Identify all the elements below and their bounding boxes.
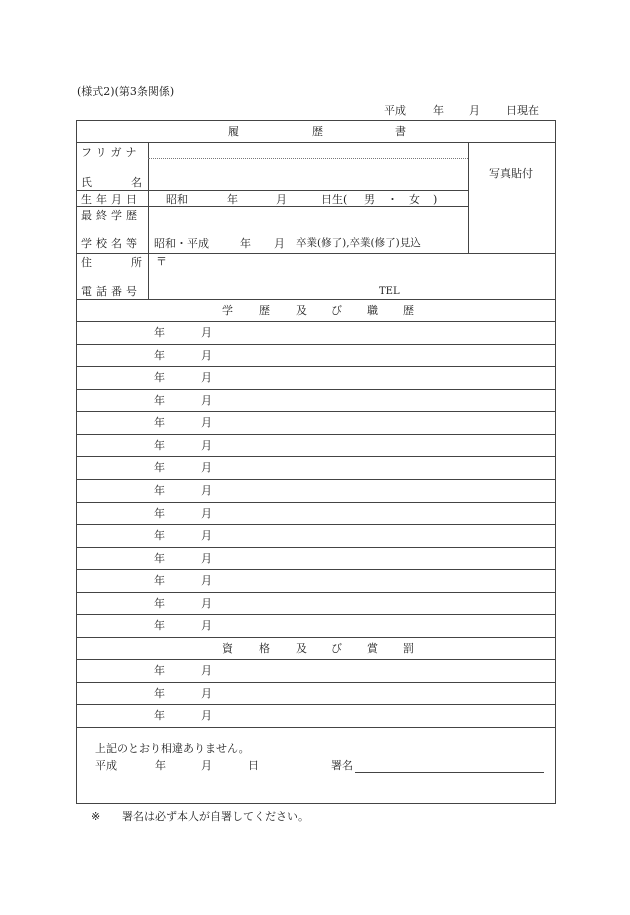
school-label-1: 最終学歴 <box>81 209 141 222</box>
row-year-label: 年 <box>154 529 165 543</box>
qual-header-char: 賞 <box>367 642 378 655</box>
address-label-1: 住 <box>81 256 92 269</box>
row-year-label: 年 <box>154 619 165 633</box>
declaration-text: 上記のとおり相違ありません。 <box>95 742 250 755</box>
history-header-char: 職 <box>367 304 378 317</box>
photo-area-label: 写真貼付 <box>489 167 533 180</box>
row-line <box>76 524 556 525</box>
row-line <box>76 659 556 660</box>
row-line <box>76 592 556 593</box>
footnote-text: 署名は必ず本人が自署してください。 <box>122 810 309 823</box>
row-year-label: 年 <box>154 461 165 475</box>
qual-header-char: 資 <box>222 642 233 655</box>
qual-header-char: 及 <box>296 642 307 655</box>
row-year-label: 年 <box>154 393 165 407</box>
row-line <box>76 321 556 322</box>
gender-male: 男 <box>364 193 375 206</box>
row-year-label: 年 <box>154 709 165 723</box>
phone-label: 電話番号 <box>81 285 141 298</box>
row-line <box>76 704 556 705</box>
row-month-label: 月 <box>201 596 212 610</box>
row-month-label: 月 <box>201 348 212 362</box>
row-month-label: 月 <box>201 393 212 407</box>
row-year-label: 年 <box>154 686 165 700</box>
row-line <box>76 434 556 435</box>
history-header-char: 歴 <box>403 304 414 317</box>
row-line <box>76 682 556 683</box>
birth-label: 生年月日 <box>81 193 141 206</box>
history-header-char: び <box>331 304 342 317</box>
row-month-label: 月 <box>201 506 212 520</box>
row-month-label: 月 <box>201 529 212 543</box>
row-month-label: 月 <box>201 371 212 385</box>
school-month: 月 <box>274 237 285 250</box>
history-header-char: 学 <box>222 304 233 317</box>
row-month-label: 月 <box>201 461 212 475</box>
row-year-label: 年 <box>154 326 165 339</box>
title-char: 履 <box>228 125 239 138</box>
title-char: 書 <box>395 125 406 138</box>
row-month-label: 月 <box>201 326 212 339</box>
row-line <box>76 299 556 300</box>
signature-label: 署名 <box>331 759 353 772</box>
frame-right <box>555 120 556 803</box>
row-month-label: 月 <box>201 574 212 588</box>
row-line <box>76 569 556 570</box>
row-line <box>76 479 556 480</box>
date-era: 平成 <box>384 104 406 117</box>
form-label: (様式2)(第3条関係) <box>77 85 175 98</box>
row-year-label: 年 <box>154 551 165 565</box>
row-year-label: 年 <box>154 574 165 588</box>
gender-female: 女 <box>409 193 420 206</box>
row-month-label: 月 <box>201 483 212 497</box>
sign-month: 月 <box>201 759 212 772</box>
sign-year: 年 <box>155 759 166 772</box>
title-char: 歴 <box>312 125 323 138</box>
sign-day: 日 <box>248 759 259 772</box>
label-divider <box>148 142 149 299</box>
name-label-2: 名 <box>131 176 142 189</box>
school-era: 昭和・平成 <box>154 237 209 250</box>
row-month-label: 月 <box>201 709 212 723</box>
birth-day: 日生( <box>321 193 348 206</box>
gender-dot: ・ <box>387 193 398 206</box>
row-line <box>76 206 468 207</box>
date-day: 日現在 <box>506 104 539 117</box>
row-line <box>76 344 556 345</box>
row-line <box>76 637 556 638</box>
qual-header-char: び <box>331 642 342 655</box>
furigana-label: フリガナ <box>81 146 141 159</box>
school-status: 卒業(修了),卒業(修了)見込 <box>296 237 421 249</box>
date-month: 月 <box>469 104 480 117</box>
history-header-char: 及 <box>296 304 307 317</box>
birth-close: ) <box>433 193 438 206</box>
row-year-label: 年 <box>154 506 165 520</box>
birth-month: 月 <box>276 193 287 206</box>
footnote-mark: ※ <box>91 810 101 823</box>
row-month-label: 月 <box>201 686 212 700</box>
address-label-2: 所 <box>131 256 142 269</box>
row-month-label: 月 <box>201 416 212 430</box>
row-month-label: 月 <box>201 551 212 565</box>
tel-label: TEL <box>379 286 400 297</box>
row-line <box>76 727 556 728</box>
qual-header-char: 罰 <box>403 642 414 655</box>
birth-era: 昭和 <box>166 193 188 206</box>
photo-divider <box>468 142 469 253</box>
frame-bottom <box>76 803 556 804</box>
row-month-label: 月 <box>201 619 212 633</box>
row-line <box>76 253 556 254</box>
row-year-label: 年 <box>154 596 165 610</box>
postal-mark: 〒 <box>156 255 167 268</box>
row-line <box>76 547 556 548</box>
name-label-1: 氏 <box>81 176 92 189</box>
row-year-label: 年 <box>154 348 165 362</box>
row-line <box>76 366 556 367</box>
sign-era: 平成 <box>95 759 117 772</box>
row-year-label: 年 <box>154 664 165 677</box>
frame-left <box>76 120 77 803</box>
signature-line[interactable] <box>355 772 544 773</box>
row-year-label: 年 <box>154 371 165 385</box>
school-label-2: 学校名等 <box>81 237 141 250</box>
row-month-label: 月 <box>201 664 212 677</box>
row-year-label: 年 <box>154 438 165 452</box>
date-year: 年 <box>433 104 444 117</box>
school-year: 年 <box>240 237 251 250</box>
row-line <box>76 411 556 412</box>
row-year-label: 年 <box>154 416 165 430</box>
birth-year: 年 <box>227 193 238 206</box>
row-line <box>76 190 468 191</box>
row-month-label: 月 <box>201 438 212 452</box>
frame-top <box>76 120 556 121</box>
furigana-divider <box>148 158 468 159</box>
qual-header-char: 格 <box>259 642 270 655</box>
row-line <box>76 456 556 457</box>
row-line <box>76 614 556 615</box>
row-line <box>76 389 556 390</box>
row-line <box>76 502 556 503</box>
row-year-label: 年 <box>154 483 165 497</box>
history-header-char: 歴 <box>259 304 270 317</box>
